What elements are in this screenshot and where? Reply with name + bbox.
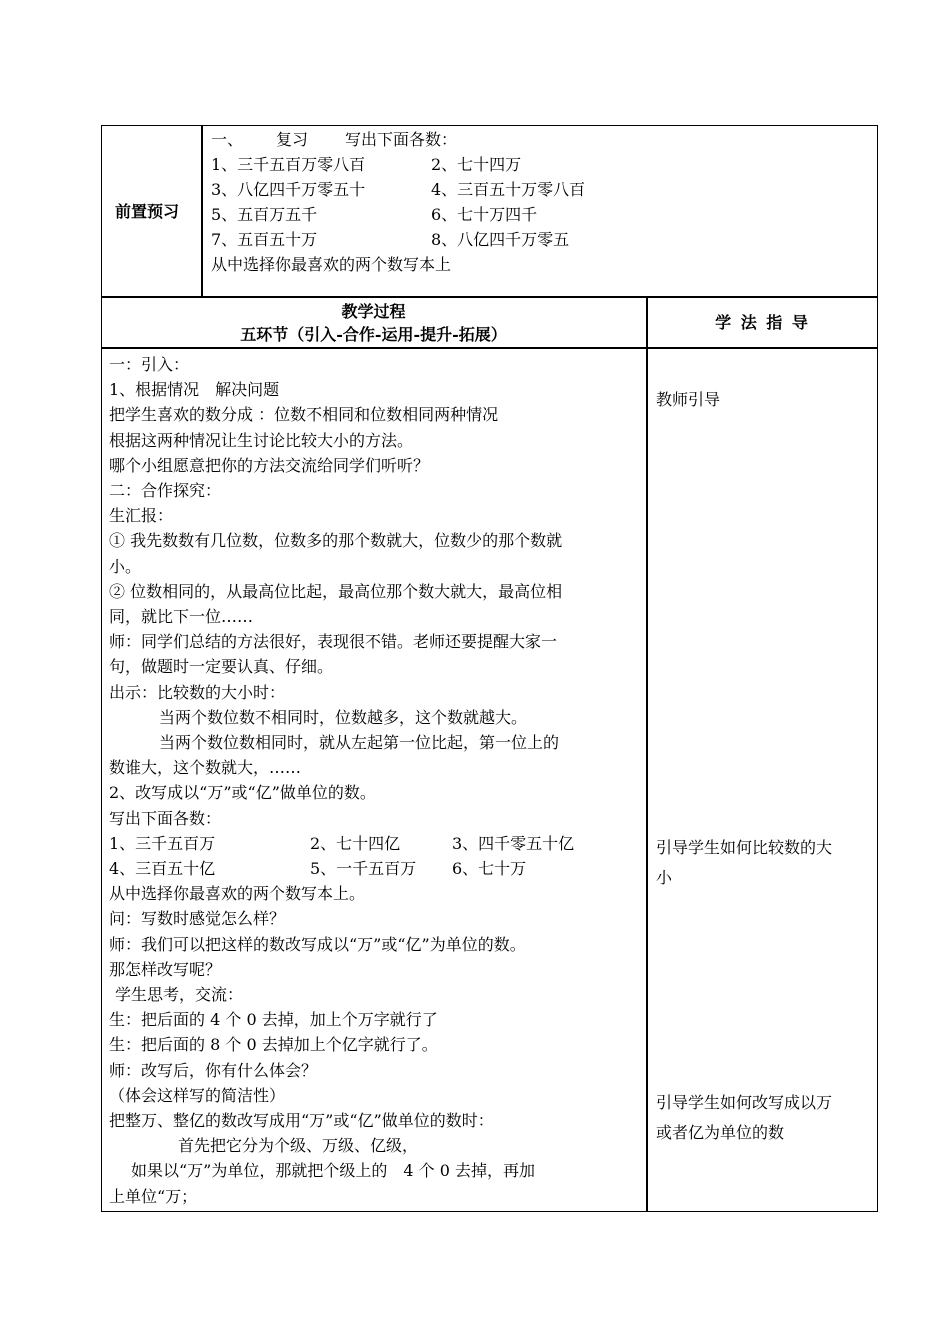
process-subtitle: 五环节（引入-合作-运用-提升-拓展） xyxy=(240,325,507,344)
preview-item: 1、三千五百万零八百 xyxy=(211,155,366,174)
process-line: 问：写数时感觉怎么样？ xyxy=(109,909,286,929)
guide-note: 小 xyxy=(656,868,673,887)
process-line: 学生思考，交流： xyxy=(115,985,244,1004)
process-title: 教学过程 xyxy=(341,302,406,321)
process-line: （体会这样写的简洁性） xyxy=(109,1085,286,1105)
process-line: 如果以“万”为单位，那就把个级上的 4 个 0 去掉，再加 xyxy=(131,1161,535,1181)
process-line: 写出下面各数： xyxy=(109,808,222,828)
process-line: 那怎样改写呢？ xyxy=(109,959,222,979)
process-line: 2、改写成以“万”或“亿”做单位的数。 xyxy=(109,783,376,803)
process-line: 师：改写后，你有什么体会？ xyxy=(109,1060,318,1080)
process-line: 首先把它分为个级、万级、亿级， xyxy=(178,1136,419,1156)
rewrite-item: 5、一千五百万 xyxy=(310,859,417,878)
col-divider-preview xyxy=(201,125,203,297)
guide-note: 引导学生如何比较数的大 xyxy=(656,838,833,857)
rewrite-item: 1、三千五百万 xyxy=(109,833,216,853)
process-line: 句，做题时一定要认真、仔细。 xyxy=(109,657,334,677)
rewrite-item: 2、七十四亿 xyxy=(310,833,401,853)
process-line: ① 我先数数有几位数，位数多的那个数就大，位数少的那个数就 xyxy=(109,531,563,551)
process-line: 把整万、整亿的数改写成用“万”或“亿”做单位的数时： xyxy=(109,1111,494,1130)
col-divider-guide xyxy=(646,296,648,1212)
process-line: 一：引入： xyxy=(109,355,190,374)
preview-item: 4、三百五十万零八百 xyxy=(431,180,586,199)
guide-note: 或者亿为单位的数 xyxy=(656,1123,785,1142)
guide-note: 引导学生如何改写成以万 xyxy=(656,1093,833,1112)
guide-note: 教师引导 xyxy=(656,390,721,409)
process-line: 生汇报： xyxy=(109,506,174,526)
process-line: 师：同学们总结的方法很好，表现很不错。老师还要提醒大家一 xyxy=(109,632,558,652)
preview-item: 3、八亿四千万零五十 xyxy=(211,180,366,199)
process-line: 1、根据情况 解决问题 xyxy=(109,380,280,400)
preview-item: 7、五百五十万 xyxy=(211,230,318,249)
process-line: 当两个数位数不相同时，位数越多，这个数就越大。 xyxy=(159,707,528,727)
process-line: 当两个数位数相同时，就从左起第一位比起，第一位上的 xyxy=(159,733,560,752)
rewrite-item: 6、七十万 xyxy=(452,859,527,878)
preview-heading-task: 写出下面各数： xyxy=(345,130,458,149)
process-line: 上单位“万； xyxy=(109,1186,198,1206)
process-line: 根据这两种情况让生讨论比较大小的方法。 xyxy=(109,430,414,450)
process-line: 哪个小组愿意把你的方法交流给同学们听听？ xyxy=(109,455,430,475)
guide-title: 学 法 指 导 xyxy=(715,313,810,332)
process-line: 小。 xyxy=(109,556,142,576)
row-divider-preview xyxy=(101,296,878,298)
preview-label: 前置预习 xyxy=(115,202,180,221)
preview-item: 6、七十万四千 xyxy=(431,205,538,224)
rewrite-item: 3、四千零五十亿 xyxy=(452,833,575,853)
process-line: 二：合作探究： xyxy=(109,481,222,500)
process-line: 生：把后面的 8 个 0 去掉加上个亿字就行了。 xyxy=(109,1035,438,1055)
process-line: 把学生喜欢的数分成 ：位数不相同和位数相同两种情况 xyxy=(109,405,499,425)
preview-item: 8、八亿四千万零五 xyxy=(431,230,570,249)
preview-heading-title: 复习 xyxy=(276,130,309,149)
rewrite-item: 4、三百五十亿 xyxy=(109,859,216,878)
process-line: 数谁大，这个数就大，…… xyxy=(109,758,302,778)
preview-heading-prefix: 一、 xyxy=(211,130,244,149)
process-line: 同，就比下一位…… xyxy=(109,607,254,626)
process-line: 师：我们可以把这样的数改写成以“万”或“亿”为单位的数。 xyxy=(109,934,526,954)
process-line: 出示：比较数的大小时： xyxy=(109,682,286,702)
row-divider-header xyxy=(101,347,878,349)
process-line: 生：把后面的 4 个 0 去掉，加上个万字就行了 xyxy=(109,1010,438,1030)
process-line: 从中选择你最喜欢的两个数写本上。 xyxy=(109,884,366,904)
preview-item: 5、五百万五千 xyxy=(211,205,318,224)
preview-footer: 从中选择你最喜欢的两个数写本上 xyxy=(211,255,452,274)
process-line: ② 位数相同的，从最高位比起，最高位那个数大就大，最高位相 xyxy=(109,581,563,601)
preview-item: 2、七十四万 xyxy=(431,155,522,174)
